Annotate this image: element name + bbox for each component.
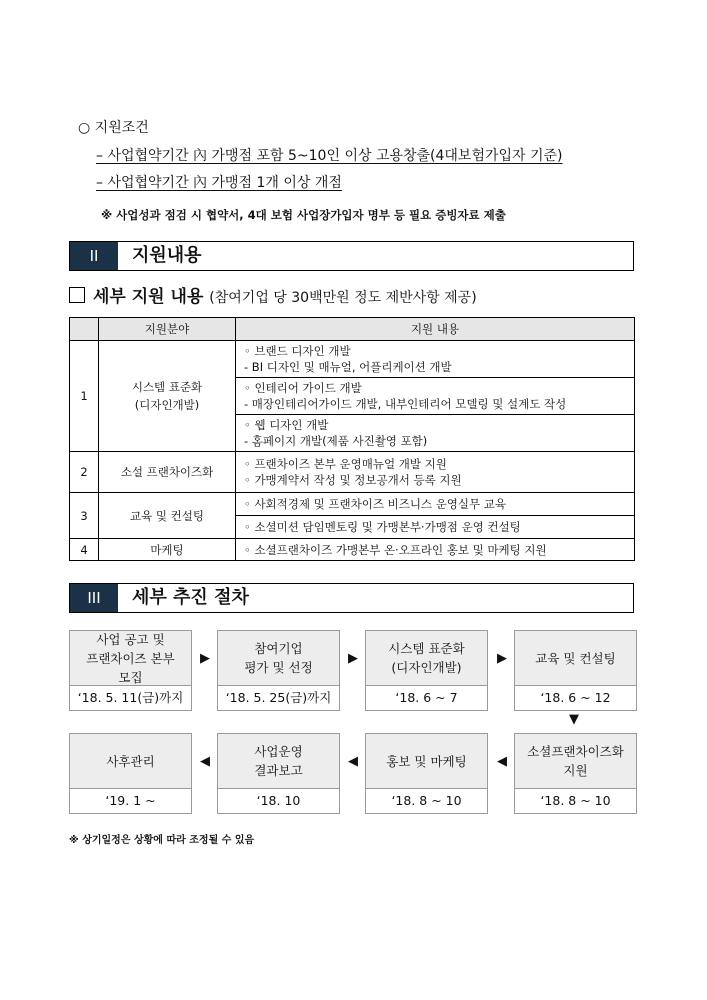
row-number: 4 — [70, 539, 99, 561]
table-row — [70, 341, 635, 378]
arrow-left-icon: ◀ — [200, 754, 210, 769]
procedure-step: 사업운영 결과보고 — [217, 733, 340, 789]
sub-heading-note: (참여기업 당 30백만원 정도 제반사항 제공) — [209, 290, 477, 306]
circle-bullet-icon: ○ — [78, 120, 91, 136]
schedule-note: ※ 상기일정은 상황에 따라 조정될 수 있음 — [69, 835, 255, 846]
arrow-left-icon: ◀ — [497, 754, 507, 769]
sub-heading: 세부 지원 내용 (참여기업 당 30백만원 정도 제반사항 제공) — [69, 282, 477, 307]
arrow-right-icon: ▶ — [200, 651, 210, 666]
support-content: ◦ 소셜미션 담임멘토링 및 가맹본부·가맹점 운영 컨설팅 — [236, 516, 635, 539]
procedure-step: 홍보 및 마케팅 — [365, 733, 488, 789]
arrow-left-icon: ◀ — [348, 754, 358, 769]
procedure-step-date: ‘18. 5. 25(금)까지 — [217, 686, 340, 711]
arrow-right-icon: ▶ — [497, 651, 507, 666]
procedure-step-date: ‘18. 8 ~ 10 — [365, 789, 488, 814]
procedure-step: 참여기업 평가 및 선정 — [217, 630, 340, 686]
support-field: 교육 및 컨설팅 — [99, 493, 236, 539]
row-number: 2 — [70, 452, 99, 493]
section-number: II — [70, 242, 118, 270]
support-field: 소설 프랜차이즈화 — [99, 452, 236, 493]
support-content: ◦ 인테리어 가이드 개발 - 매장인테리어가이드 개발, 내부인테리어 모델링 및 설계도 작성 — [236, 378, 635, 415]
checkbox-square-icon — [69, 287, 85, 303]
row-number: 1 — [70, 341, 99, 452]
procedure-step-date: ‘18. 8 ~ 10 — [514, 789, 637, 814]
table-row — [70, 539, 635, 561]
row-number: 3 — [70, 493, 99, 539]
section-header-procedure — [69, 583, 634, 613]
support-content: ◦ 브랜드 디자인 개발 - BI 디자인 및 매뉴얼, 어플리케이션 개발 — [236, 341, 635, 378]
arrow-right-icon: ▶ — [348, 651, 358, 666]
procedure-step: 소셜프랜차이즈화 지원 — [514, 733, 637, 789]
condition-item-1: – 사업협약기간 內 가맹점 포함 5~10인 이상 고용창출(4대보험가입자 기준) — [96, 148, 563, 164]
header-content: 지원 내용 — [236, 318, 635, 341]
procedure-step-date: ‘18. 10 — [217, 789, 340, 814]
support-content: ◦ 사회적경제 및 프랜차이즈 비즈니스 운영실무 교육 — [236, 493, 635, 516]
support-field: 시스템 표준화 (디자인개발) — [99, 341, 236, 452]
table-row — [70, 452, 635, 493]
conditions-title: ○ 지원조건 — [78, 120, 149, 136]
procedure-step-date: ‘18. 6 ~ 12 — [514, 686, 637, 711]
procedure-step-date: ‘18. 6 ~ 7 — [365, 686, 488, 711]
section-title: 지원내용 — [132, 245, 202, 266]
arrow-down-icon: ▼ — [569, 712, 579, 727]
support-detail-table — [69, 317, 635, 561]
section-title: 세부 추진 절차 — [132, 587, 249, 608]
table-row — [70, 493, 635, 516]
support-content: ◦ 웹 디자인 개발 - 홈페이지 개발(제품 사진촬영 포함) — [236, 415, 635, 452]
procedure-step-date: ‘19. 1 ~ — [69, 789, 192, 814]
header-field: 지원분야 — [99, 318, 236, 341]
procedure-step: 시스템 표준화 (디자인개발) — [365, 630, 488, 686]
conditions-note: ※ 사업성과 점검 시 협약서, 4대 보험 사업장가입자 명부 등 필요 증빙자료 제출 — [101, 208, 506, 222]
procedure-step: 교육 및 컨설팅 — [514, 630, 637, 686]
section-number: III — [70, 584, 118, 612]
table-header-row — [70, 318, 635, 341]
support-content: ◦ 프랜차이즈 본부 운영매뉴얼 개발 지원 ◦ 가맹계약서 작성 및 정보공개서 등록 지원 — [236, 452, 635, 493]
procedure-step-date: ‘18. 5. 11(금)까지 — [69, 686, 192, 711]
support-field: 마케팅 — [99, 539, 236, 561]
support-content: ◦ 소셜프랜차이즈 가맹본부 온·오프라인 홍보 및 마케팅 지원 — [236, 539, 635, 561]
condition-item-2: – 사업협약기간 內 가맹점 1개 이상 개점 — [96, 175, 342, 191]
procedure-step: 사후관리 — [69, 733, 192, 789]
section-header-support — [69, 241, 634, 271]
procedure-step: 사업 공고 및 프랜차이즈 본부 모집 — [69, 630, 192, 686]
